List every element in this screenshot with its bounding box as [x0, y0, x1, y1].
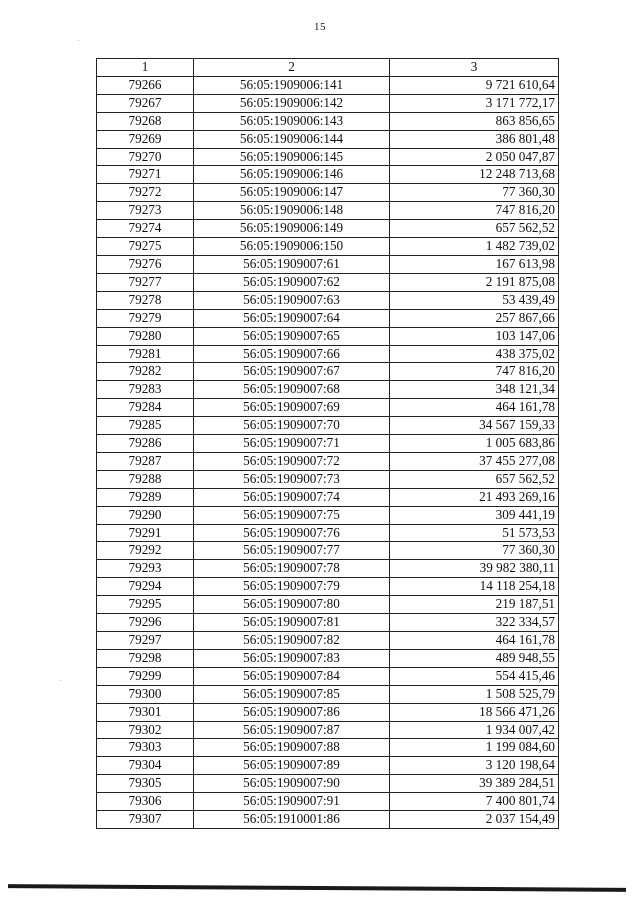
cadastral-value-cell: 1 934 007,42: [390, 721, 559, 739]
table-row: [97, 76, 559, 94]
row-number-cell: 79274: [97, 220, 194, 238]
cadastral-number-cell: 56:05:1909007:74: [194, 488, 390, 506]
row-number-cell: 79300: [97, 685, 194, 703]
cadastral-value-cell: 14 118 254,18: [390, 578, 559, 596]
cadastral-value-cell: 219 187,51: [390, 596, 559, 614]
cadastral-value-cell: 747 816,20: [390, 363, 559, 381]
cadastral-value-cell: 1 005 683,86: [390, 435, 559, 453]
row-number-cell: 79303: [97, 739, 194, 757]
cadastral-value-cell: 103 147,06: [390, 327, 559, 345]
table-row: [97, 166, 559, 184]
bottom-rule: [8, 884, 626, 892]
table-row: [97, 202, 559, 220]
row-number-cell: 79299: [97, 667, 194, 685]
cadastral-number-cell: 56:05:1910001:86: [194, 811, 390, 829]
cadastral-value-cell: 2 037 154,49: [390, 811, 559, 829]
table-row: [97, 327, 559, 345]
table-row: [97, 345, 559, 363]
row-number-cell: 79273: [97, 202, 194, 220]
table-row: [97, 775, 559, 793]
table-row: [97, 112, 559, 130]
cadastral-value-cell: 53 439,49: [390, 291, 559, 309]
row-number-cell: 79305: [97, 775, 194, 793]
row-number-cell: 79283: [97, 381, 194, 399]
table-row: [97, 184, 559, 202]
cadastral-value-cell: 489 948,55: [390, 649, 559, 667]
row-number-cell: 79269: [97, 130, 194, 148]
column-header-cadastral-number: 2: [194, 59, 390, 77]
table-row: [97, 220, 559, 238]
cadastral-number-cell: 56:05:1909007:62: [194, 273, 390, 291]
row-number-cell: 79280: [97, 327, 194, 345]
row-number-cell: 79307: [97, 811, 194, 829]
cadastral-number-cell: 56:05:1909006:142: [194, 94, 390, 112]
cadastral-number-cell: 56:05:1909006:149: [194, 220, 390, 238]
table-row: [97, 721, 559, 739]
cadastral-value-cell: 34 567 159,33: [390, 417, 559, 435]
row-number-cell: 79266: [97, 76, 194, 94]
row-number-cell: 79291: [97, 524, 194, 542]
table-row: [97, 488, 559, 506]
row-number-cell: 79282: [97, 363, 194, 381]
scan-speck: [60, 680, 61, 681]
row-number-cell: 79295: [97, 596, 194, 614]
cadastral-value-cell: 37 455 277,08: [390, 452, 559, 470]
table-row: [97, 506, 559, 524]
cadastral-number-cell: 56:05:1909007:68: [194, 381, 390, 399]
row-number-cell: 79271: [97, 166, 194, 184]
cadastral-number-cell: 56:05:1909007:75: [194, 506, 390, 524]
table-row: [97, 417, 559, 435]
table-row: [97, 452, 559, 470]
cadastral-value-cell: 18 566 471,26: [390, 703, 559, 721]
row-number-cell: 79296: [97, 614, 194, 632]
table-row: [97, 309, 559, 327]
cadastral-number-cell: 56:05:1909006:150: [194, 238, 390, 256]
row-number-cell: 79302: [97, 721, 194, 739]
row-number-cell: 79270: [97, 148, 194, 166]
row-number-cell: 79277: [97, 273, 194, 291]
cadastral-number-cell: 56:05:1909006:141: [194, 76, 390, 94]
cadastral-number-cell: 56:05:1909006:144: [194, 130, 390, 148]
table-row: [97, 255, 559, 273]
table-row: [97, 363, 559, 381]
column-header-value: 3: [390, 59, 559, 77]
cadastral-value-cell: 464 161,78: [390, 632, 559, 650]
table-row: [97, 685, 559, 703]
row-number-cell: 79287: [97, 452, 194, 470]
table-row: [97, 596, 559, 614]
table-row: [97, 470, 559, 488]
scan-speck: [78, 40, 79, 41]
table-row: [97, 811, 559, 829]
cadastral-number-cell: 56:05:1909007:71: [194, 435, 390, 453]
cadastral-number-cell: 56:05:1909007:61: [194, 255, 390, 273]
cadastral-value-cell: 7 400 801,74: [390, 793, 559, 811]
cadastral-number-cell: 56:05:1909007:87: [194, 721, 390, 739]
table-row: [97, 560, 559, 578]
cadastral-value-cell: 1 482 739,02: [390, 238, 559, 256]
row-number-cell: 79297: [97, 632, 194, 650]
row-number-cell: 79267: [97, 94, 194, 112]
cadastral-value-cell: 438 375,02: [390, 345, 559, 363]
cadastral-value-cell: 21 493 269,16: [390, 488, 559, 506]
cadastral-value-cell: 322 334,57: [390, 614, 559, 632]
table-row: [97, 524, 559, 542]
cadastral-number-cell: 56:05:1909007:73: [194, 470, 390, 488]
row-number-cell: 79279: [97, 309, 194, 327]
cadastral-value-cell: 3 120 198,64: [390, 757, 559, 775]
table-row: [97, 632, 559, 650]
row-number-cell: 79290: [97, 506, 194, 524]
cadastral-number-cell: 56:05:1909006:143: [194, 112, 390, 130]
cadastral-number-cell: 56:05:1909007:78: [194, 560, 390, 578]
cadastral-number-cell: 56:05:1909006:145: [194, 148, 390, 166]
cadastral-value-cell: 12 248 713,68: [390, 166, 559, 184]
cadastral-number-cell: 56:05:1909006:147: [194, 184, 390, 202]
row-number-cell: 79293: [97, 560, 194, 578]
table-row: [97, 542, 559, 560]
cadastral-number-cell: 56:05:1909007:70: [194, 417, 390, 435]
row-number-cell: 79285: [97, 417, 194, 435]
cadastral-number-cell: 56:05:1909007:76: [194, 524, 390, 542]
cadastral-value-cell: 309 441,19: [390, 506, 559, 524]
table-row: [97, 757, 559, 775]
cadastral-value-cell: 2 191 875,08: [390, 273, 559, 291]
table-row: [97, 739, 559, 757]
cadastral-number-cell: 56:05:1909007:64: [194, 309, 390, 327]
cadastral-number-cell: 56:05:1909007:69: [194, 399, 390, 417]
row-number-cell: 79288: [97, 470, 194, 488]
table-row: [97, 703, 559, 721]
cadastral-value-cell: 77 360,30: [390, 184, 559, 202]
cadastral-number-cell: 56:05:1909007:85: [194, 685, 390, 703]
cadastral-value-cell: 3 171 772,17: [390, 94, 559, 112]
column-header-number: 1: [97, 59, 194, 77]
cadastral-number-cell: 56:05:1909007:67: [194, 363, 390, 381]
cadastral-value-cell: 1 199 084,60: [390, 739, 559, 757]
row-number-cell: 79286: [97, 435, 194, 453]
cadastral-value-cell: 2 050 047,87: [390, 148, 559, 166]
cadastral-number-cell: 56:05:1909007:84: [194, 667, 390, 685]
cadastral-number-cell: 56:05:1909007:65: [194, 327, 390, 345]
table-row: [97, 667, 559, 685]
cadastral-value-cell: 464 161,78: [390, 399, 559, 417]
table-row: [97, 381, 559, 399]
cadastral-value-cell: 167 613,98: [390, 255, 559, 273]
row-number-cell: 79276: [97, 255, 194, 273]
cadastral-value-cell: 348 121,34: [390, 381, 559, 399]
table-row: [97, 148, 559, 166]
row-number-cell: 79278: [97, 291, 194, 309]
row-number-cell: 79281: [97, 345, 194, 363]
cadastral-value-cell: 863 856,65: [390, 112, 559, 130]
table-row: [97, 238, 559, 256]
table-row: [97, 793, 559, 811]
row-number-cell: 79298: [97, 649, 194, 667]
row-number-cell: 79294: [97, 578, 194, 596]
table-row: [97, 435, 559, 453]
cadastral-value-cell: 51 573,53: [390, 524, 559, 542]
cadastral-number-cell: 56:05:1909007:89: [194, 757, 390, 775]
cadastral-number-cell: 56:05:1909007:77: [194, 542, 390, 560]
cadastral-value-cell: 747 816,20: [390, 202, 559, 220]
cadastral-value-cell: 657 562,52: [390, 470, 559, 488]
cadastral-number-cell: 56:05:1909006:146: [194, 166, 390, 184]
cadastral-value-cell: 77 360,30: [390, 542, 559, 560]
page-number: 15: [314, 21, 326, 33]
cadastral-number-cell: 56:05:1909007:86: [194, 703, 390, 721]
cadastral-number-cell: 56:05:1909007:82: [194, 632, 390, 650]
table-row: [97, 130, 559, 148]
row-number-cell: 79268: [97, 112, 194, 130]
row-number-cell: 79301: [97, 703, 194, 721]
table-body: [97, 76, 559, 828]
table-header-row: [97, 59, 559, 77]
cadastral-value-cell: 386 801,48: [390, 130, 559, 148]
cadastral-value-cell: 39 982 380,11: [390, 560, 559, 578]
cadastral-value-cell: 257 867,66: [390, 309, 559, 327]
cadastral-number-cell: 56:05:1909007:91: [194, 793, 390, 811]
cadastral-number-cell: 56:05:1909007:66: [194, 345, 390, 363]
cadastral-number-cell: 56:05:1909007:79: [194, 578, 390, 596]
cadastral-number-cell: 56:05:1909007:72: [194, 452, 390, 470]
cadastral-value-cell: 554 415,46: [390, 667, 559, 685]
row-number-cell: 79275: [97, 238, 194, 256]
table-row: [97, 578, 559, 596]
cadastral-number-cell: 56:05:1909007:83: [194, 649, 390, 667]
cadastral-value-table: [96, 58, 559, 829]
row-number-cell: 79306: [97, 793, 194, 811]
row-number-cell: 79284: [97, 399, 194, 417]
row-number-cell: 79272: [97, 184, 194, 202]
cadastral-value-cell: 9 721 610,64: [390, 76, 559, 94]
cadastral-value-cell: 39 389 284,51: [390, 775, 559, 793]
table-row: [97, 291, 559, 309]
table-row: [97, 614, 559, 632]
row-number-cell: 79304: [97, 757, 194, 775]
cadastral-value-cell: 657 562,52: [390, 220, 559, 238]
table-row: [97, 399, 559, 417]
cadastral-value-cell: 1 508 525,79: [390, 685, 559, 703]
table-row: [97, 649, 559, 667]
table-row: [97, 94, 559, 112]
cadastral-number-cell: 56:05:1909007:81: [194, 614, 390, 632]
cadastral-number-cell: 56:05:1909007:80: [194, 596, 390, 614]
row-number-cell: 79289: [97, 488, 194, 506]
cadastral-number-cell: 56:05:1909007:63: [194, 291, 390, 309]
cadastral-number-cell: 56:05:1909006:148: [194, 202, 390, 220]
cadastral-number-cell: 56:05:1909007:90: [194, 775, 390, 793]
table-row: [97, 273, 559, 291]
cadastral-number-cell: 56:05:1909007:88: [194, 739, 390, 757]
row-number-cell: 79292: [97, 542, 194, 560]
